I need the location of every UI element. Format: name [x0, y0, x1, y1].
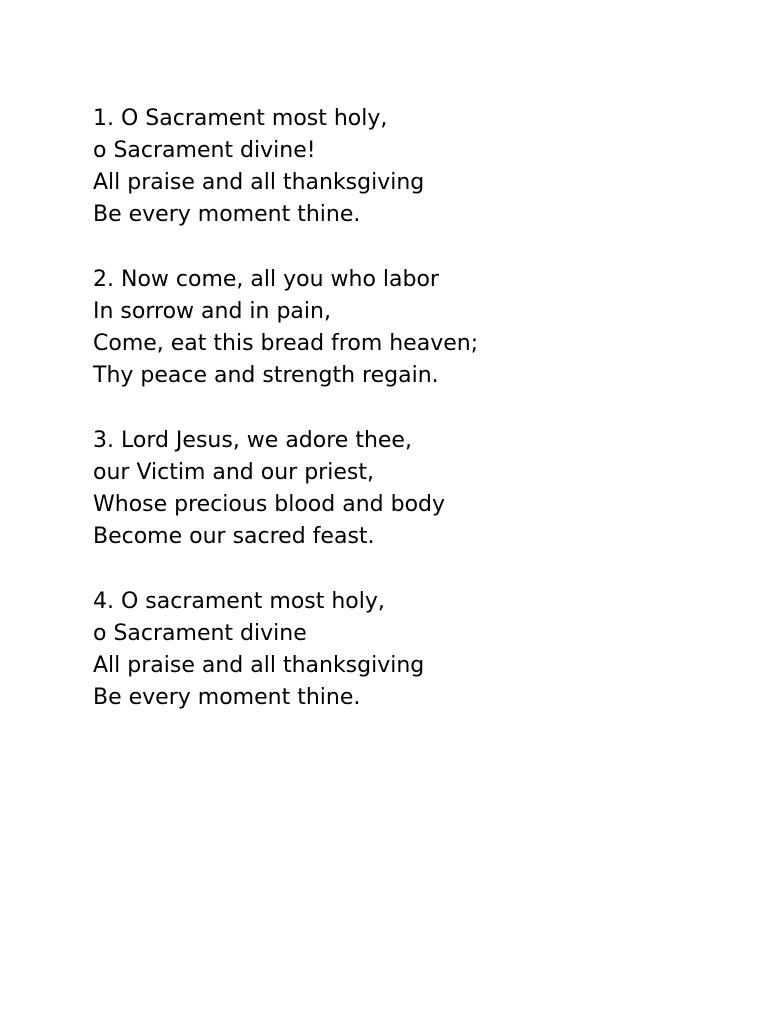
verse-line: In sorrow and in pain,: [93, 299, 331, 324]
verse-2: [93, 264, 733, 392]
verse-3: [93, 425, 733, 553]
verse-line: 1. O Sacrament most holy,: [93, 106, 388, 131]
verse-line: o Sacrament divine: [93, 621, 307, 646]
hymn-text: [93, 103, 733, 747]
verse-line: 2. Now come, all you who labor: [93, 267, 439, 292]
verse-line: 3. Lord Jesus, we adore thee,: [93, 428, 412, 453]
verse-line: Be every moment thine.: [93, 685, 361, 710]
verse-line: Become our sacred feast.: [93, 524, 375, 549]
verse-1: [93, 103, 733, 231]
verse-line: All praise and all thanksgiving: [93, 653, 425, 678]
verse-line: our Victim and our priest,: [93, 460, 374, 485]
verse-line: Thy peace and strength regain.: [93, 363, 439, 388]
verse-4: [93, 586, 733, 714]
verse-line: 4. O sacrament most holy,: [93, 589, 385, 614]
verse-line: Be every moment thine.: [93, 202, 361, 227]
verse-line: All praise and all thanksgiving: [93, 170, 425, 195]
verse-line: Whose precious blood and body: [93, 492, 446, 517]
verse-line: o Sacrament divine!: [93, 138, 316, 163]
verse-line: Come, eat this bread from heaven;: [93, 331, 479, 356]
